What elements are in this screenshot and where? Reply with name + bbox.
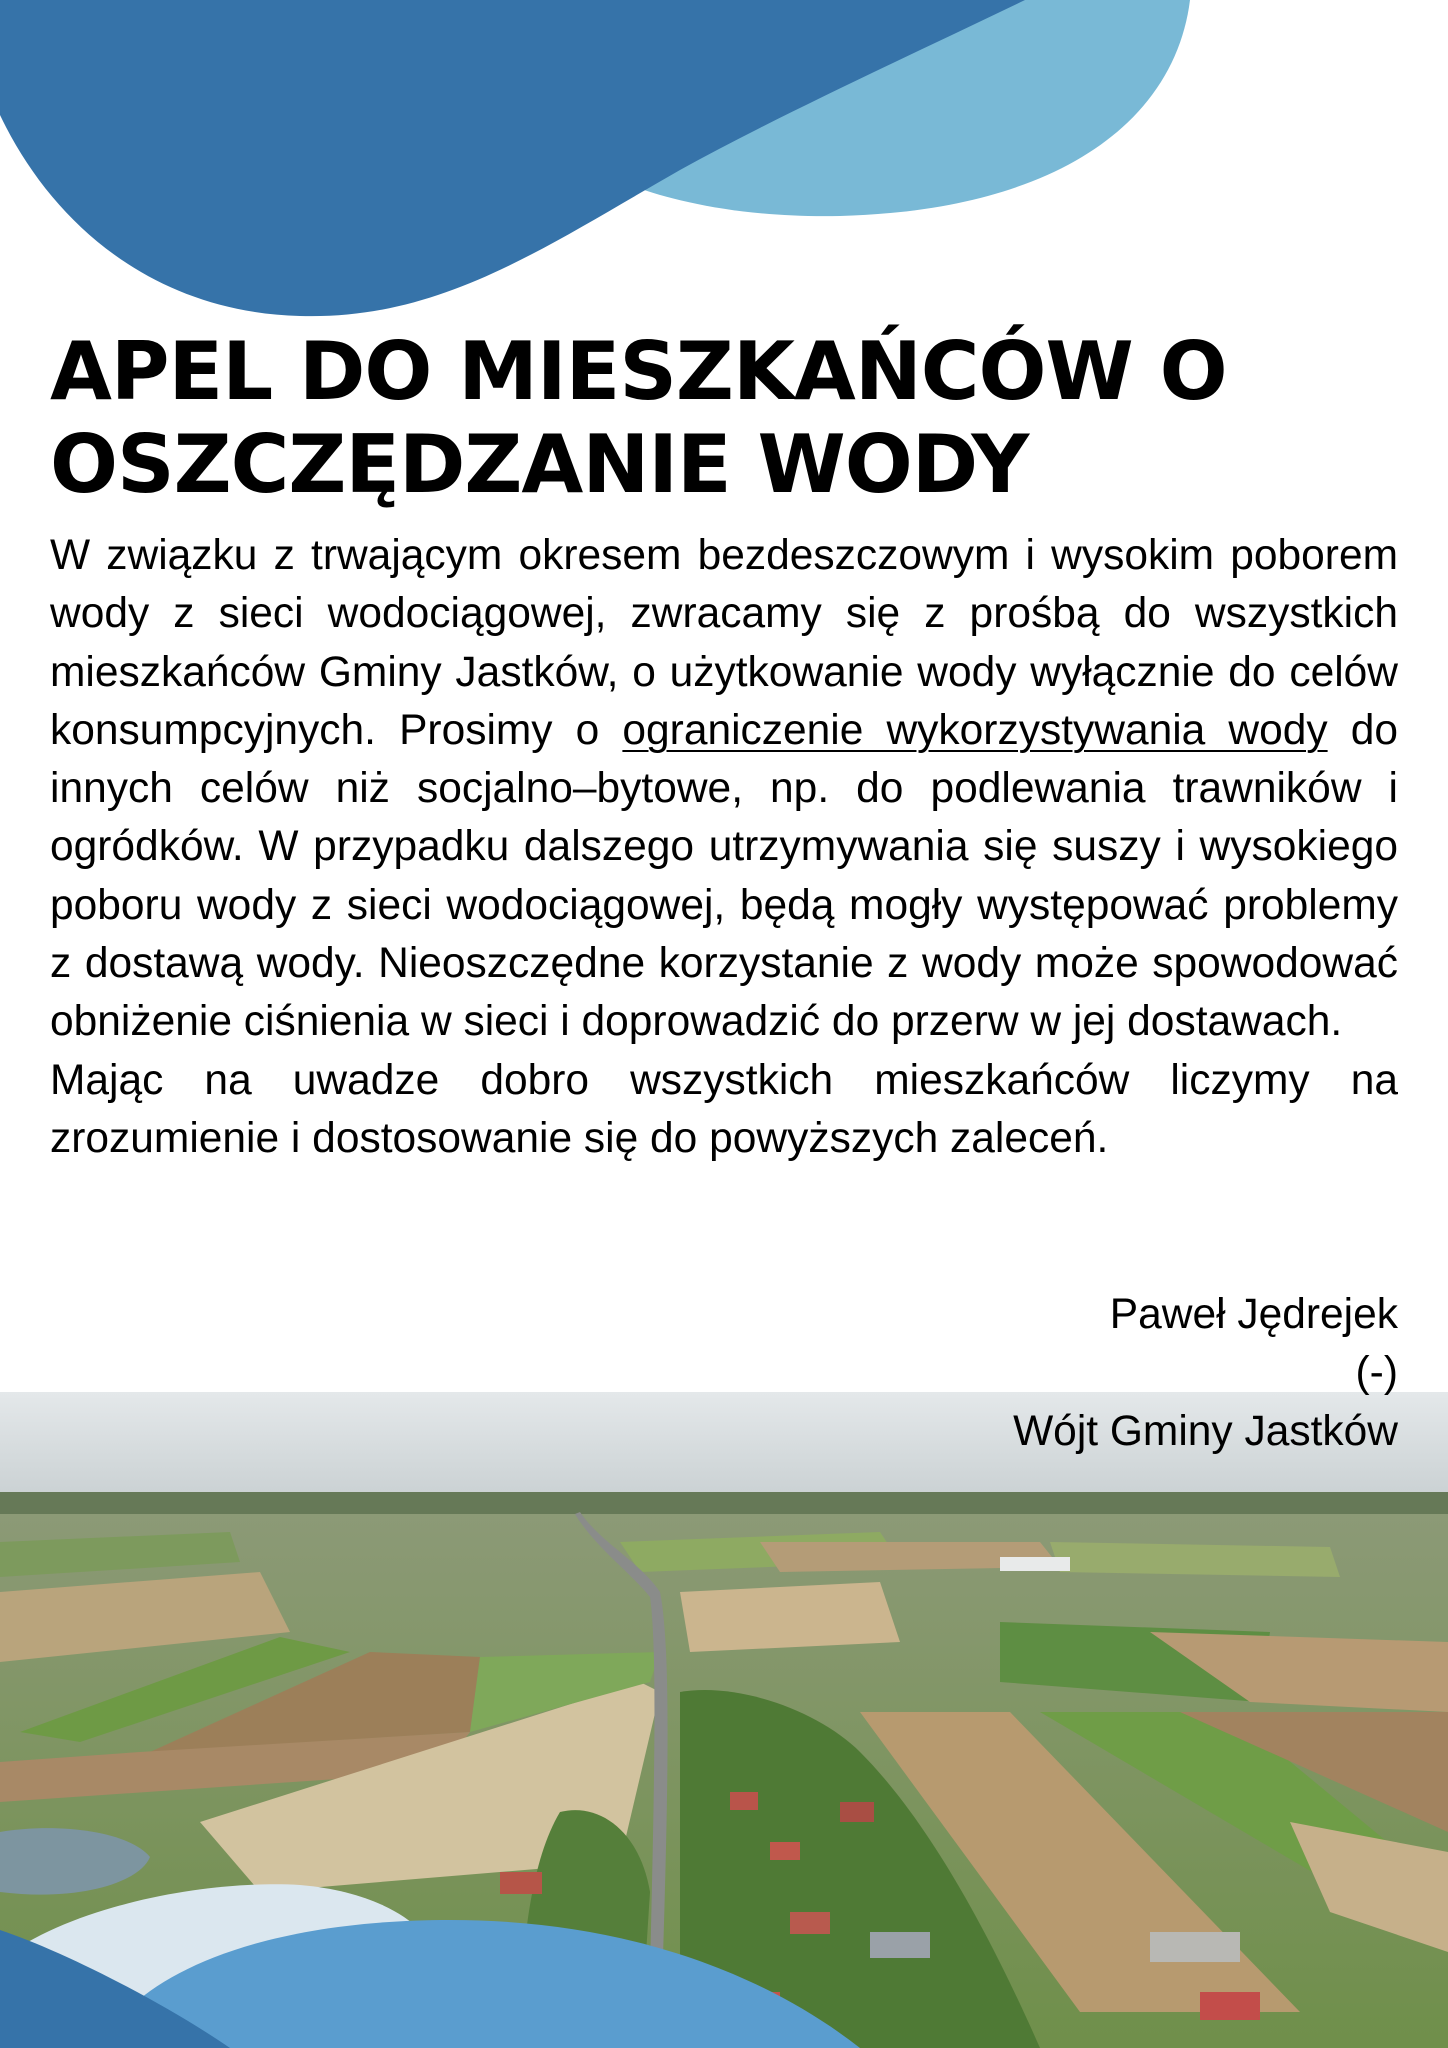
- appeal-paragraph-1: [50, 527, 1398, 1052]
- paragraph-1-continuation: do innych celów niż socjalno–bytowe, np. do podlewania trawników i ogródków. W przypadku dalszego utrzymywania się suszy i wysokiego poboru wody z sieci wodociągowej, będą mogły występować problemy z dostawą wody. Nieoszczędne korzystanie z wody może spowodować obniżenie ciśnienia w sieci i doprowadzić do przerw w jej dostawach.: [50, 706, 1398, 1046]
- appeal-paragraph-2: Mając na uwadze dobro wszystkich mieszkańców liczymy na zrozumienie i dostosowanie się do powyższych zaleceń.: [50, 1056, 1398, 1162]
- appeal-body: [50, 527, 1398, 1168]
- paragraph-1-text: W związku z trwającym okresem bezdeszczowym i wysokim poborem wody z sieci wodociągowej, zwracamy się z prośbą do wszystkich mieszkańców Gminy Jastków, o użytkowanie wody wyłącznie do celów konsumpcyjnych. Prosimy o: [50, 532, 1398, 754]
- bottom-wave-decoration: [0, 1860, 1448, 2048]
- signatory-name: Paweł Jędrejek: [1109, 1291, 1398, 1338]
- title-line-1: APEL DO MIESZKAŃCÓW O: [50, 325, 1227, 418]
- top-wave-decoration: [0, 0, 1448, 330]
- page-title: [50, 325, 1390, 511]
- signature-mark: (-): [1355, 1349, 1398, 1397]
- signatory-role: Wójt Gminy Jastków: [1013, 1407, 1398, 1455]
- underlined-phrase: ograniczenie wykorzystywania wody: [622, 706, 1328, 754]
- signature-block: [1013, 1286, 1398, 1461]
- title-line-2: OSZCZĘDZANIE WODY: [50, 418, 1029, 511]
